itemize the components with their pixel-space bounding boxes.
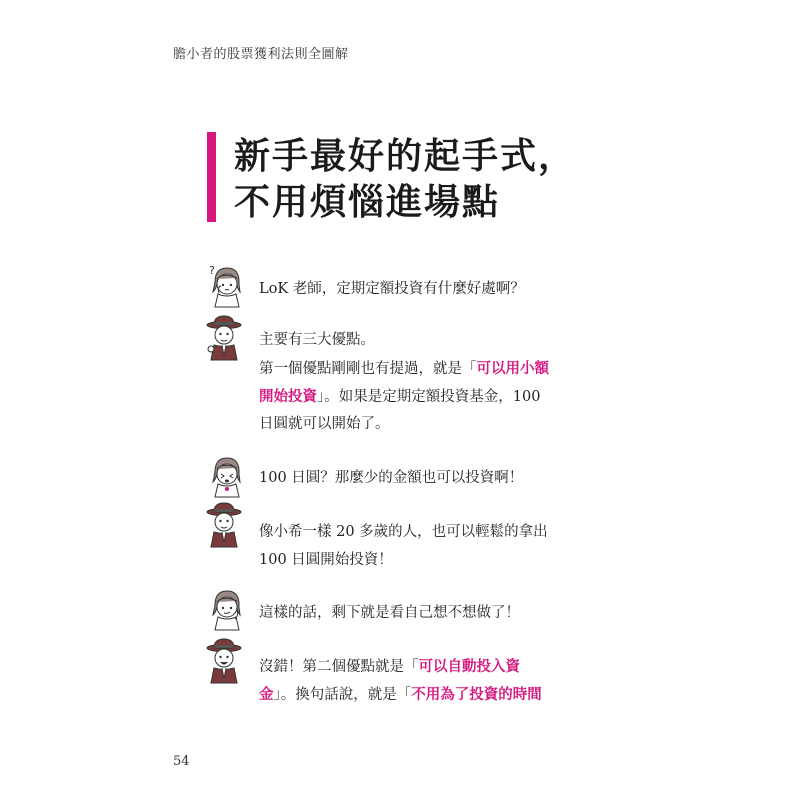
- dialogue-line: LoK 老師，定期定額投資有什麼好處啊？: [259, 281, 525, 297]
- teacher-hat-icon: [205, 315, 243, 361]
- dialogue-line: 開始投資」。如果是定期定額投資基金，100: [259, 389, 541, 405]
- dialogue-line: 這樣的話，剩下就是看自己想不想做了！: [259, 605, 520, 621]
- title-line-2: 不用煩惱進場點: [234, 182, 501, 223]
- dialogue-line: 100 日圓？那麼少的金額也可以投資啊！: [259, 470, 524, 486]
- highlight-text: 不用為了投資的時間: [411, 687, 542, 703]
- dialogue-line: 主要有三大優點。: [259, 332, 375, 348]
- girl-thinking-icon: [207, 585, 245, 631]
- title-line-1: 新手最好的起手式，: [234, 136, 577, 177]
- dialogue-line: 日圓就可以開始了。: [259, 416, 390, 432]
- running-header: 膽小者的股票獲利法則全圖解: [173, 47, 349, 62]
- highlight-text: 可以用小額: [476, 361, 549, 377]
- svg-text:?: ?: [209, 264, 215, 277]
- highlight-text: 開始投資: [259, 389, 317, 405]
- teacher-hat-icon: [205, 638, 243, 684]
- dialogue-line: 沒錯！第二個優點就是「可以自動投入資: [259, 659, 520, 675]
- title-accent-bar: [207, 132, 216, 222]
- dialogue-line: 像小希一樣 20 多歲的人，也可以輕鬆的拿出: [259, 524, 548, 540]
- page-title: [234, 134, 576, 226]
- dialogue-line: 第一個優點剛剛也有提過，就是「可以用小額: [259, 361, 549, 377]
- highlight-text: 金: [259, 687, 274, 703]
- highlight-text: 可以自動投入資: [418, 659, 520, 675]
- dialogue-line: 金」。換句話說，就是「不用為了投資的時間: [259, 687, 542, 703]
- dialogue-line: 100 日圓開始投資！: [259, 552, 393, 568]
- girl-question-icon: [207, 262, 245, 308]
- teacher-hat-icon: [205, 502, 243, 548]
- girl-excited-icon: [207, 452, 245, 498]
- page-number: 54: [173, 754, 190, 769]
